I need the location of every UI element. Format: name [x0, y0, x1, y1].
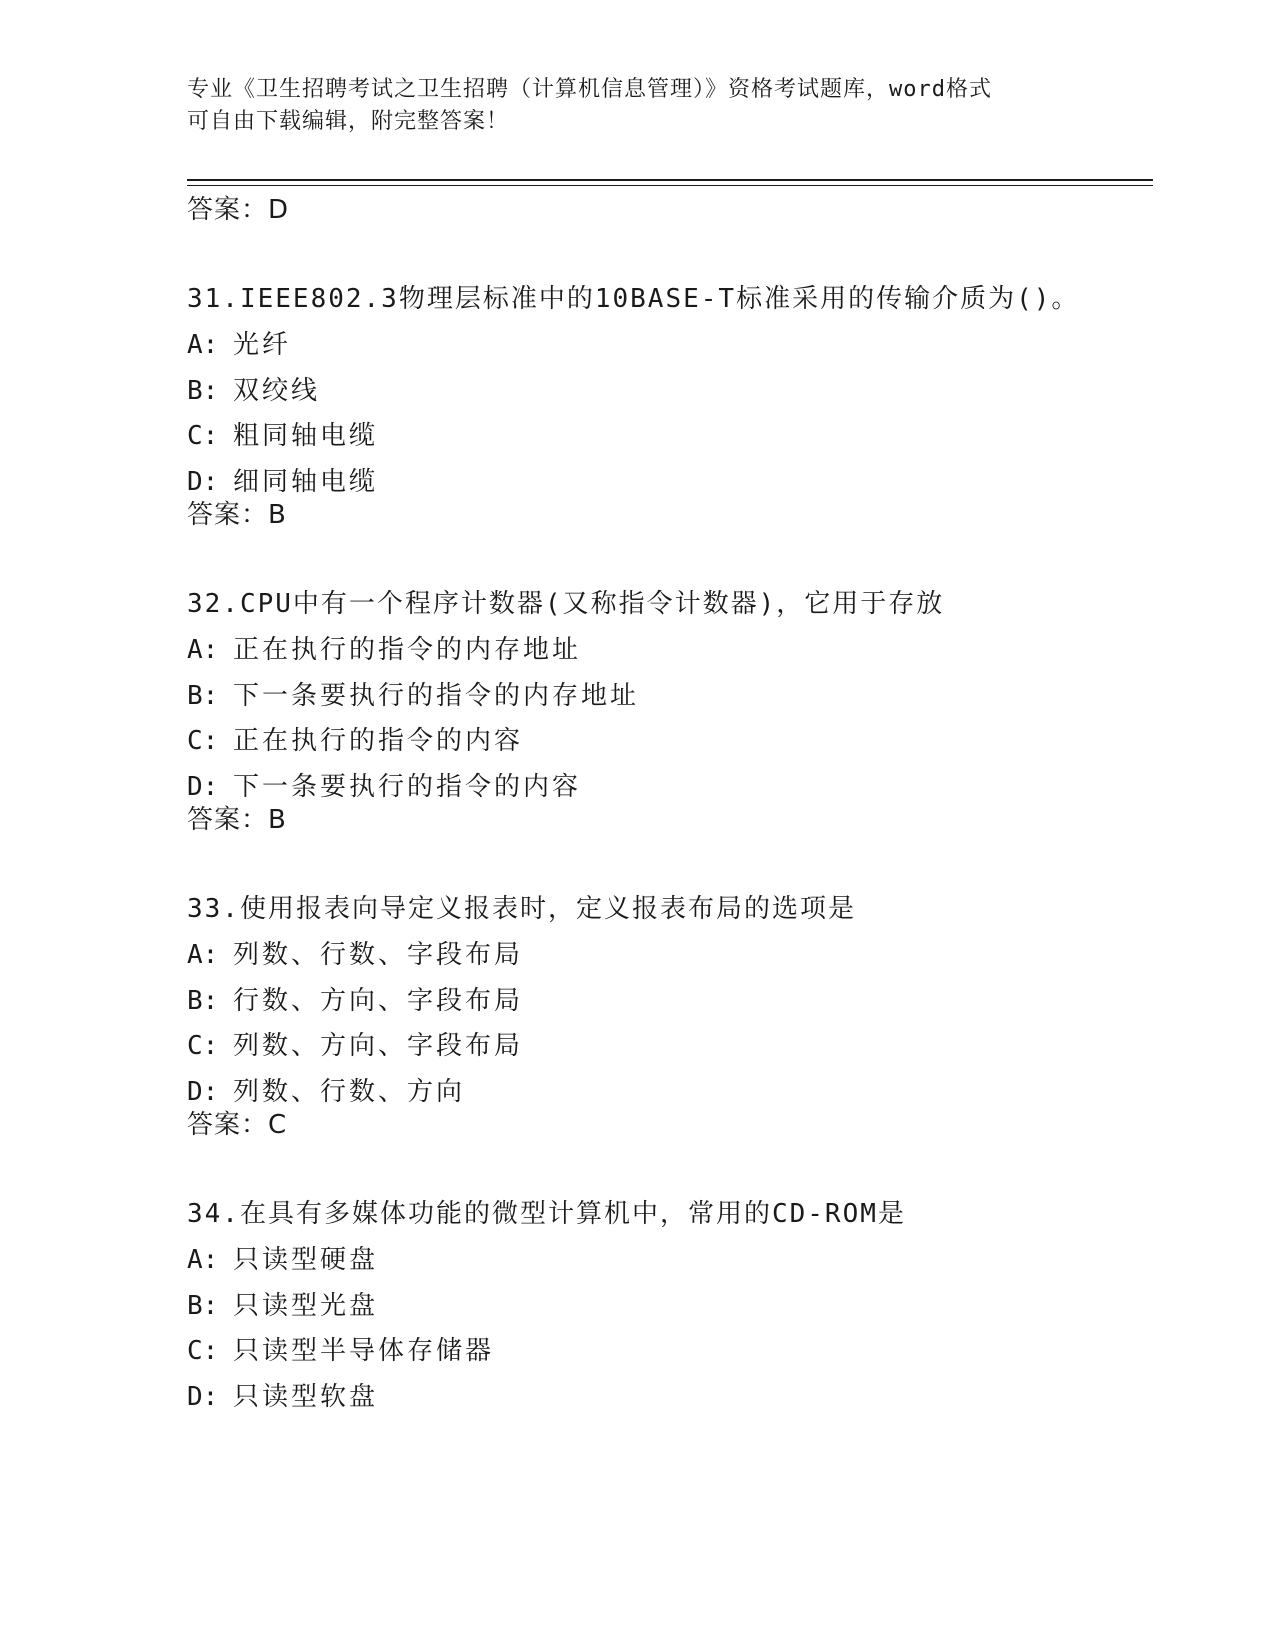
option-d — [187, 1380, 1187, 1426]
option-letter: A: — [187, 940, 219, 970]
option-text: 光纤 — [233, 330, 292, 360]
option-letter: D: — [187, 771, 219, 802]
option-letter: B: — [187, 985, 219, 1016]
answer-q33: 答案：C — [187, 1110, 288, 1140]
option-text: 只读型软盘 — [233, 1381, 379, 1412]
option-letter: C: — [187, 1336, 219, 1366]
option-text: 只读型半导体存储器 — [233, 1336, 495, 1366]
option-letter: A: — [187, 635, 219, 665]
question-text: 32.CPU中有一个程序计数器(又称指令计数器)，它用于存放 — [187, 589, 945, 619]
option-text: 双绞线 — [233, 375, 321, 406]
option-c — [187, 1029, 1187, 1075]
question-31 — [187, 282, 1187, 510]
option-letter: C: — [187, 1031, 219, 1061]
option-d — [187, 1075, 1187, 1121]
option-letter: A: — [187, 1245, 219, 1275]
option-letter: D: — [187, 1381, 219, 1412]
answer-q32: 答案：B — [187, 805, 287, 835]
option-text: 列数、行数、字段布局 — [233, 940, 524, 970]
option-d — [187, 465, 1187, 511]
answer-q31: 答案：B — [187, 500, 287, 530]
option-text: 下一条要执行的指令的内存地址 — [233, 680, 640, 711]
option-letter: A: — [187, 330, 219, 360]
option-letter: B: — [187, 680, 219, 711]
option-text: 只读型光盘 — [233, 1290, 379, 1321]
option-c — [187, 419, 1187, 465]
option-text: 粗同轴电缆 — [233, 421, 379, 451]
option-text: 列数、行数、方向 — [233, 1076, 466, 1107]
option-text: 行数、方向、字段布局 — [233, 985, 524, 1016]
option-letter: D: — [187, 466, 219, 497]
option-b — [187, 679, 1187, 725]
option-b — [187, 984, 1187, 1030]
option-text: 正在执行的指令的内存地址 — [233, 635, 582, 665]
question-text: 34.在具有多媒体功能的微型计算机中，常用的CD-ROM是 — [187, 1199, 906, 1229]
option-letter: C: — [187, 421, 219, 451]
option-letter: B: — [187, 1290, 219, 1321]
option-d — [187, 770, 1187, 816]
header-line-1: 专业《卫生招聘考试之卫生招聘（计算机信息管理）》资格考试题库，word格式 — [187, 77, 992, 102]
option-text: 列数、方向、字段布局 — [233, 1031, 524, 1061]
header-divider — [187, 179, 1153, 186]
question-33 — [187, 892, 1187, 1120]
question-32 — [187, 587, 1187, 815]
option-b — [187, 374, 1187, 420]
question-34 — [187, 1197, 1187, 1425]
answer-q30: 答案：D — [187, 195, 290, 225]
option-a — [187, 1243, 1187, 1289]
option-b — [187, 1289, 1187, 1335]
option-a — [187, 633, 1187, 679]
header-line-2: 可自由下载编辑，附完整答案！ — [187, 109, 510, 134]
question-text: 31.IEEE802.3物理层标准中的10BASE-T标准采用的传输介质为()。 — [187, 284, 1080, 314]
option-text: 只读型硬盘 — [233, 1245, 379, 1275]
question-text: 33.使用报表向导定义报表时，定义报表布局的选项是 — [187, 894, 856, 924]
option-letter: D: — [187, 1076, 219, 1107]
document-header — [187, 74, 1067, 138]
option-c — [187, 1334, 1187, 1380]
option-text: 细同轴电缆 — [233, 466, 379, 497]
option-letter: B: — [187, 375, 219, 406]
option-text: 正在执行的指令的内容 — [233, 726, 524, 756]
option-letter: C: — [187, 726, 219, 756]
option-text: 下一条要执行的指令的内容 — [233, 771, 582, 802]
option-a — [187, 328, 1187, 374]
option-c — [187, 724, 1187, 770]
option-a — [187, 938, 1187, 984]
